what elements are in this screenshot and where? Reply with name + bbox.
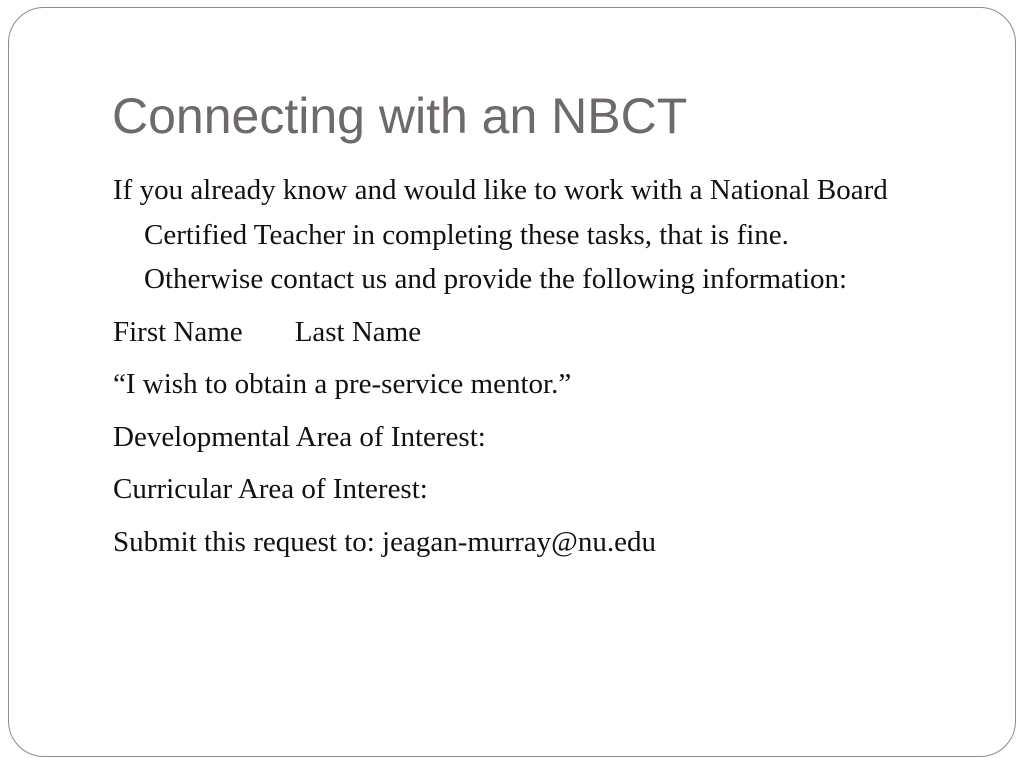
intro-paragraph: If you already know and would like to work with a National Board Certified Teacher in completing these tasks, that is fine. Otherwise contact us and provide the following information: bbox=[113, 174, 888, 295]
mentor-request-quote: “I wish to obtain a pre-service mentor.” bbox=[113, 368, 572, 400]
slide-title: Connecting with an NBCT bbox=[112, 88, 688, 144]
name-fields-line bbox=[113, 310, 913, 355]
slide-body bbox=[113, 168, 913, 572]
first-name-label: First Name bbox=[113, 315, 243, 348]
curricular-area-label: Curricular Area of Interest: bbox=[113, 473, 428, 505]
developmental-area-label: Developmental Area of Interest: bbox=[113, 420, 486, 453]
submit-request-line: Submit this request to: jeagan-murray@nu.edu bbox=[113, 525, 656, 558]
last-name-label: Last Name bbox=[294, 315, 422, 348]
